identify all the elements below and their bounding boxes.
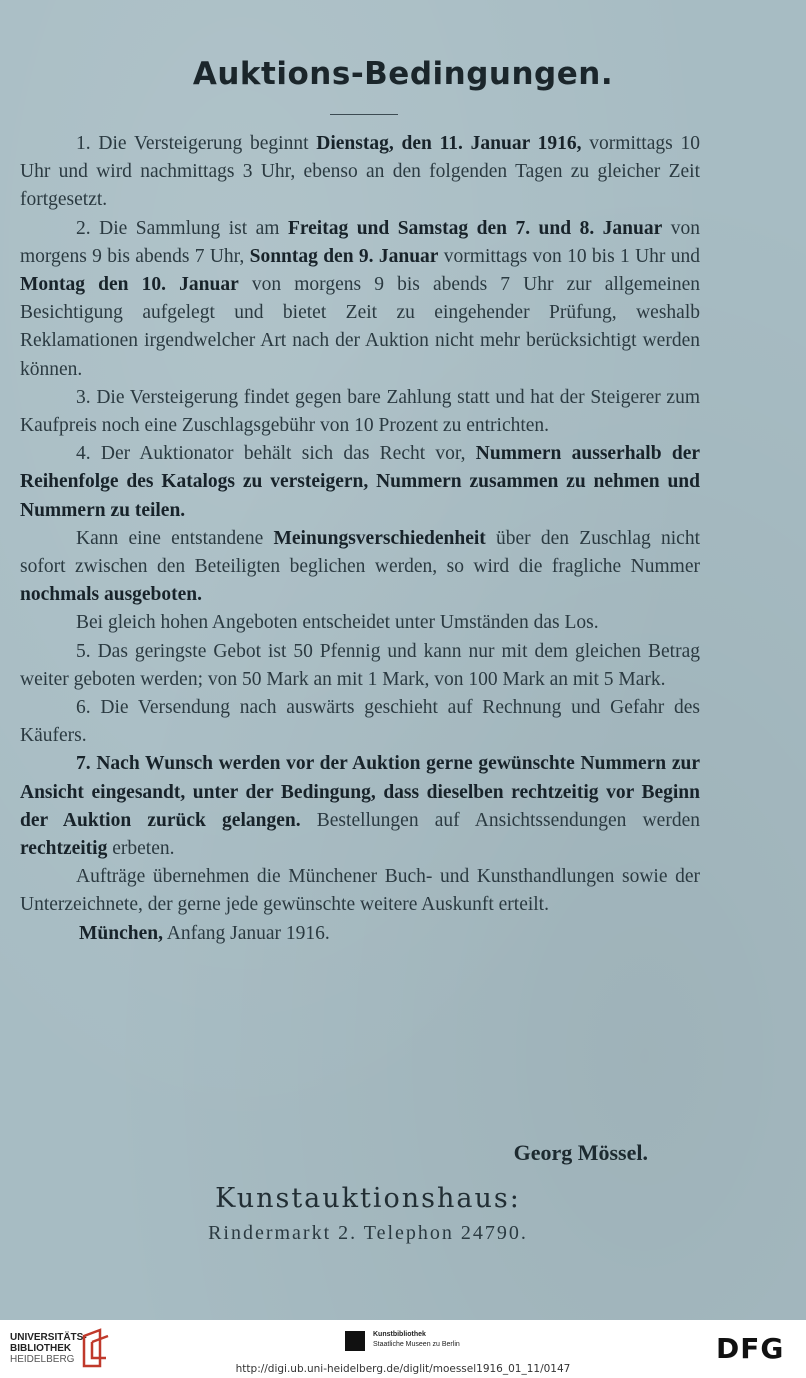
auction-house-address: Rindermarkt 2. Telephon 24790.: [208, 1222, 528, 1244]
page-title: Auktions-Bedingungen.: [192, 56, 614, 92]
auction-house-name: Kunstauktionshaus:: [215, 1183, 521, 1214]
signer-name: Georg Mössel.: [513, 1140, 648, 1165]
condition-7: 7. Nach Wunsch werden vor der Auktion gerne gewünschte Nummern zur Ansicht eingesandt, unter der Bedingung, dass dieselben rechtzeitig vor Beginn der Auktion zurück gelangen. Bestellungen auf Ansichtssendungen werden rechtzeitig erbeten.: [20, 753, 700, 860]
ub-heidelberg-logo-text: UNIVERSITÄTS- BIBLIOTHEK HEIDELBERG: [10, 1332, 87, 1365]
dateline: München, Anfang Januar 1916.: [79, 922, 330, 944]
condition-3: 3. Die Versteigerung findet gegen bare Zahlung statt und hat der Steigerer zum Kaufpreis noch eine Zuschlagsgebühr von 10 Prozent zu entrichten.: [20, 386, 700, 437]
kunstbibliothek-logo-text: Kunstbibliothek Staatliche Museen zu Berlin: [373, 1331, 460, 1348]
condition-6: 6. Die Versendung nach auswärts geschieht auf Rechnung und Gefahr des Käufers.: [20, 697, 700, 747]
title-rule: [330, 114, 398, 115]
condition-5: 5. Das geringste Gebot ist 50 Pfennig und kann nur mit dem gleichen Betrag weiter geboten werden; von 50 Mark an mit 1 Mark, von 100 Mark an mit 5 Mark.: [20, 640, 700, 690]
commission-note: Aufträge übernehmen die Münchener Buch- und Kunsthandlungen sowie der Unterzeichnete, der gerne jede gewünschte weitere Auskunft erteilt.: [20, 866, 700, 916]
condition-2: 2. Die Sammlung ist am Freitag und Samstag den 7. und 8. Januar von morgens 9 bis abends 7 Uhr, Sonntag den 9. Januar vormittags von 10 bis 1 Uhr und Montag den 10. Januar von morgens 9 bis abends 7 Uhr zur allgemeinen Besichtigung aufgelegt und bietet Zeit zu eingehender Prüfung, weshalb Reklamationen irgendwelcher Art nach der Auktion nicht mehr berücksichtigt werden können.: [20, 217, 700, 380]
source-url[interactable]: http://digi.ub.uni-heidelberg.de/diglit/moessel1916_01_11/0147: [235, 1363, 571, 1375]
condition-4-dispute: Kann eine entstandene Meinungsverschiedenheit über den Zuschlag nicht sofort zwischen den Beteiligten beglichen werden, so wird die fragliche Nummer nochmals ausgeboten.: [20, 527, 700, 606]
condition-4-lot: Bei gleich hohen Angeboten entscheidet unter Umständen das Los.: [76, 612, 599, 634]
condition-4: 4. Der Auktionator behält sich das Recht vor, Nummern ausserhalb der Reihenfolge des Katalogs zu versteigern, Nummern zusammen zu nehmen und Nummern zu teilen.: [20, 443, 700, 521]
dfg-logo: DFG: [716, 1332, 785, 1365]
condition-1: 1. Die Versteigerung beginnt Dienstag, den 11. Januar 1916, vormittags 10 Uhr und wird nachmittags 3 Uhr, ebenso an den folgenden Tagen zu gleicher Zeit fortgesetzt.: [20, 133, 700, 211]
conditions-text: [20, 130, 700, 948]
ub-heidelberg-logo-icon: [80, 1328, 110, 1368]
kunstbibliothek-logo-icon: [345, 1331, 365, 1351]
digitization-footer: [0, 1320, 806, 1378]
